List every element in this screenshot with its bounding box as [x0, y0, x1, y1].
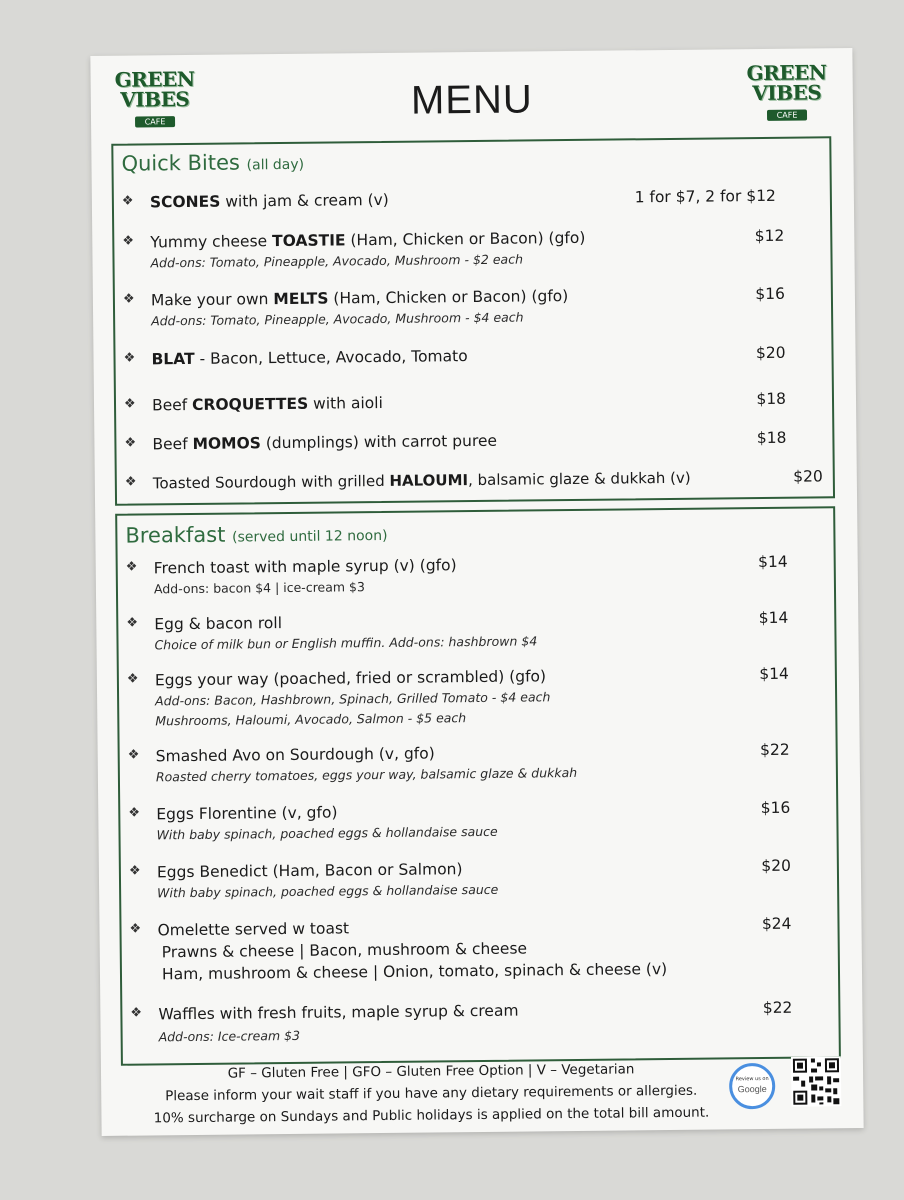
item-price: $14: [758, 608, 789, 628]
omelette-option: Prawns & cheese | Bacon, mushroom & cheese: [161, 939, 528, 962]
item-price: $20: [755, 343, 786, 363]
menu-item-eggs-benedict: ❖ Eggs Benedict (Ham, Bacon or Salmon) $20 With baby spinach, poached eggs & hollandaise sauce: [128, 856, 791, 901]
item-addons: Add-ons: Tomato, Pineapple, Avocado, Mushroom - $4 each: [151, 309, 524, 329]
diamond-bullet-icon: ❖: [123, 396, 136, 412]
item-description: With baby spinach, poached eggs & hollandaise sauce: [156, 823, 498, 843]
qr-code-icon[interactable]: [791, 1056, 842, 1107]
diamond-bullet-icon: ❖: [128, 863, 141, 879]
item-price: $18: [756, 428, 787, 448]
diamond-bullet-icon: ❖: [130, 1005, 143, 1021]
diamond-bullet-icon: ❖: [124, 435, 137, 451]
item-price: $16: [755, 284, 785, 304]
breakfast-heading: Breakfast (served until 12 noon): [125, 522, 388, 548]
menu-item-omelette: ❖ Omelette served w toast $24 Prawns & cheese | Bacon, mushroom & cheese Ham, mushroom & cheese | Onion, tomato, spinach & cheese (v): [129, 914, 792, 984]
diamond-bullet-icon: ❖: [128, 805, 141, 821]
item-price: $18: [756, 389, 787, 409]
diamond-bullet-icon: ❖: [122, 291, 135, 307]
diamond-bullet-icon: ❖: [122, 233, 135, 249]
diamond-bullet-icon: ❖: [127, 747, 140, 763]
breakfast-section: [115, 506, 841, 1066]
item-price: $22: [759, 740, 790, 760]
green-vibes-logo-right: GREEN VIBES CAFE: [746, 60, 827, 120]
menu-item-waffles: ❖ Waffles with fresh fruits, maple syrup & cream $22 Add-ons: Ice-cream $3: [130, 998, 793, 1045]
menu-item-french-toast: ❖ French toast with maple syrup (v) (gfo) $14 Add-ons: bacon $4 | ice-cream $3: [125, 552, 788, 597]
item-price: $24: [761, 914, 792, 934]
diamond-bullet-icon: ❖: [121, 193, 134, 209]
menu-item-croquettes: ❖ Beef CROQUETTES with aioli $18: [123, 389, 787, 415]
diamond-bullet-icon: ❖: [124, 474, 137, 490]
omelette-option: Ham, mushroom & cheese | Onion, tomato, spinach & cheese (v): [161, 960, 668, 984]
page-title: MENU: [410, 77, 533, 123]
menu-footer: [101, 1057, 762, 1130]
diamond-bullet-icon: ❖: [125, 559, 138, 575]
item-price: $14: [758, 552, 788, 572]
menu-item-eggs-your-way: ❖ Eggs your way (poached, fried or scrambled) (gfo) $14 Add-ons: Bacon, Hashbrown, Spinach, Grilled Tomato - $4 each Mushrooms, Haloumi, Avocado, Salmon - $5 each: [126, 664, 789, 729]
menu-item-blat: ❖ BLAT - Bacon, Lettuce, Avocado, Tomato $20: [123, 343, 786, 369]
item-price: 1 for $7, 2 for $12: [634, 186, 776, 207]
diamond-bullet-icon: ❖: [126, 615, 139, 631]
google-review-badge[interactable]: Review us on Google: [729, 1063, 775, 1109]
item-addons: Choice of milk bun or English muffin. Add-ons: hashbrown $4: [154, 633, 538, 653]
menu-item-eggs-florentine: ❖ Eggs Florentine (v, gfo) $16 With baby spinach, poached eggs & hollandaise sauce: [128, 798, 791, 843]
menu-item-egg-bacon-roll: ❖ Egg & bacon roll $14 Choice of milk bun or English muffin. Add-ons: hashbrown $4: [126, 608, 789, 653]
item-addons: Mushrooms, Haloumi, Avocado, Salmon - $5 each: [155, 710, 467, 729]
quick-bites-heading: Quick Bites (all day): [121, 150, 305, 176]
item-price: $20: [793, 467, 823, 486]
quick-bites-section: [111, 136, 835, 506]
menu-item-scones: ❖ SCONES with jam & cream (v) 1 for $7, 2 for $12: [121, 186, 776, 212]
item-description: With baby spinach, poached eggs & hollandaise sauce: [157, 881, 499, 901]
diamond-bullet-icon: ❖: [123, 350, 136, 366]
item-addons: Add-ons: bacon $4 | ice-cream $3: [153, 579, 366, 597]
menu-item-melts: ❖ Make your own MELTS (Ham, Chicken or Bacon) (gfo) $16 Add-ons: Tomato, Pineapple, Avocado, Mushroom - $4 each: [122, 284, 785, 329]
item-addons: Add-ons: Tomato, Pineapple, Avocado, Mushroom - $2 each: [150, 251, 524, 271]
item-price: $14: [759, 664, 789, 684]
item-price: $12: [754, 226, 785, 246]
surcharge-notice: 10% surcharge on Sundays and Public holidays is applied on the total bill amount.: [153, 1104, 710, 1127]
item-price: $22: [762, 998, 793, 1018]
menu-item-haloumi: ❖ Toasted Sourdough with grilled HALOUMI, balsamic glaze & dukkah (v) $20: [124, 467, 823, 493]
item-price: $16: [760, 798, 791, 818]
menu-item-smashed-avo: ❖ Smashed Avo on Sourdough (v, gfo) $22 Roasted cherry tomatoes, eggs your way, balsamic glaze & dukkah: [127, 740, 790, 785]
menu-item-momos: ❖ Beef MOMOS (dumplings) with carrot puree $18: [124, 428, 787, 454]
diamond-bullet-icon: ❖: [126, 671, 139, 687]
item-price: $20: [761, 856, 791, 876]
diamond-bullet-icon: ❖: [129, 921, 142, 937]
green-vibes-logo-left: GREEN VIBES CAFE: [114, 66, 195, 127]
menu-item-toastie: ❖ Yummy cheese TOASTIE (Ham, Chicken or Bacon) (gfo) $12 Add-ons: Tomato, Pineapple, Avocado, Mushroom - $2 each: [122, 226, 785, 271]
item-addons: Add-ons: Ice-cream $3: [158, 1027, 301, 1045]
item-addons: Add-ons: Bacon, Hashbrown, Spinach, Grilled Tomato - $4 each: [155, 689, 551, 709]
menu-card: [90, 48, 863, 1136]
allergy-notice: Please inform your wait staff if you have any dietary requirements or allergies.: [165, 1082, 698, 1105]
item-description: Roasted cherry tomatoes, eggs your way, balsamic glaze & dukkah: [155, 764, 578, 785]
dietary-legend: GF – Gluten Free | GFO – Gluten Free Option | V – Vegetarian: [227, 1061, 635, 1082]
